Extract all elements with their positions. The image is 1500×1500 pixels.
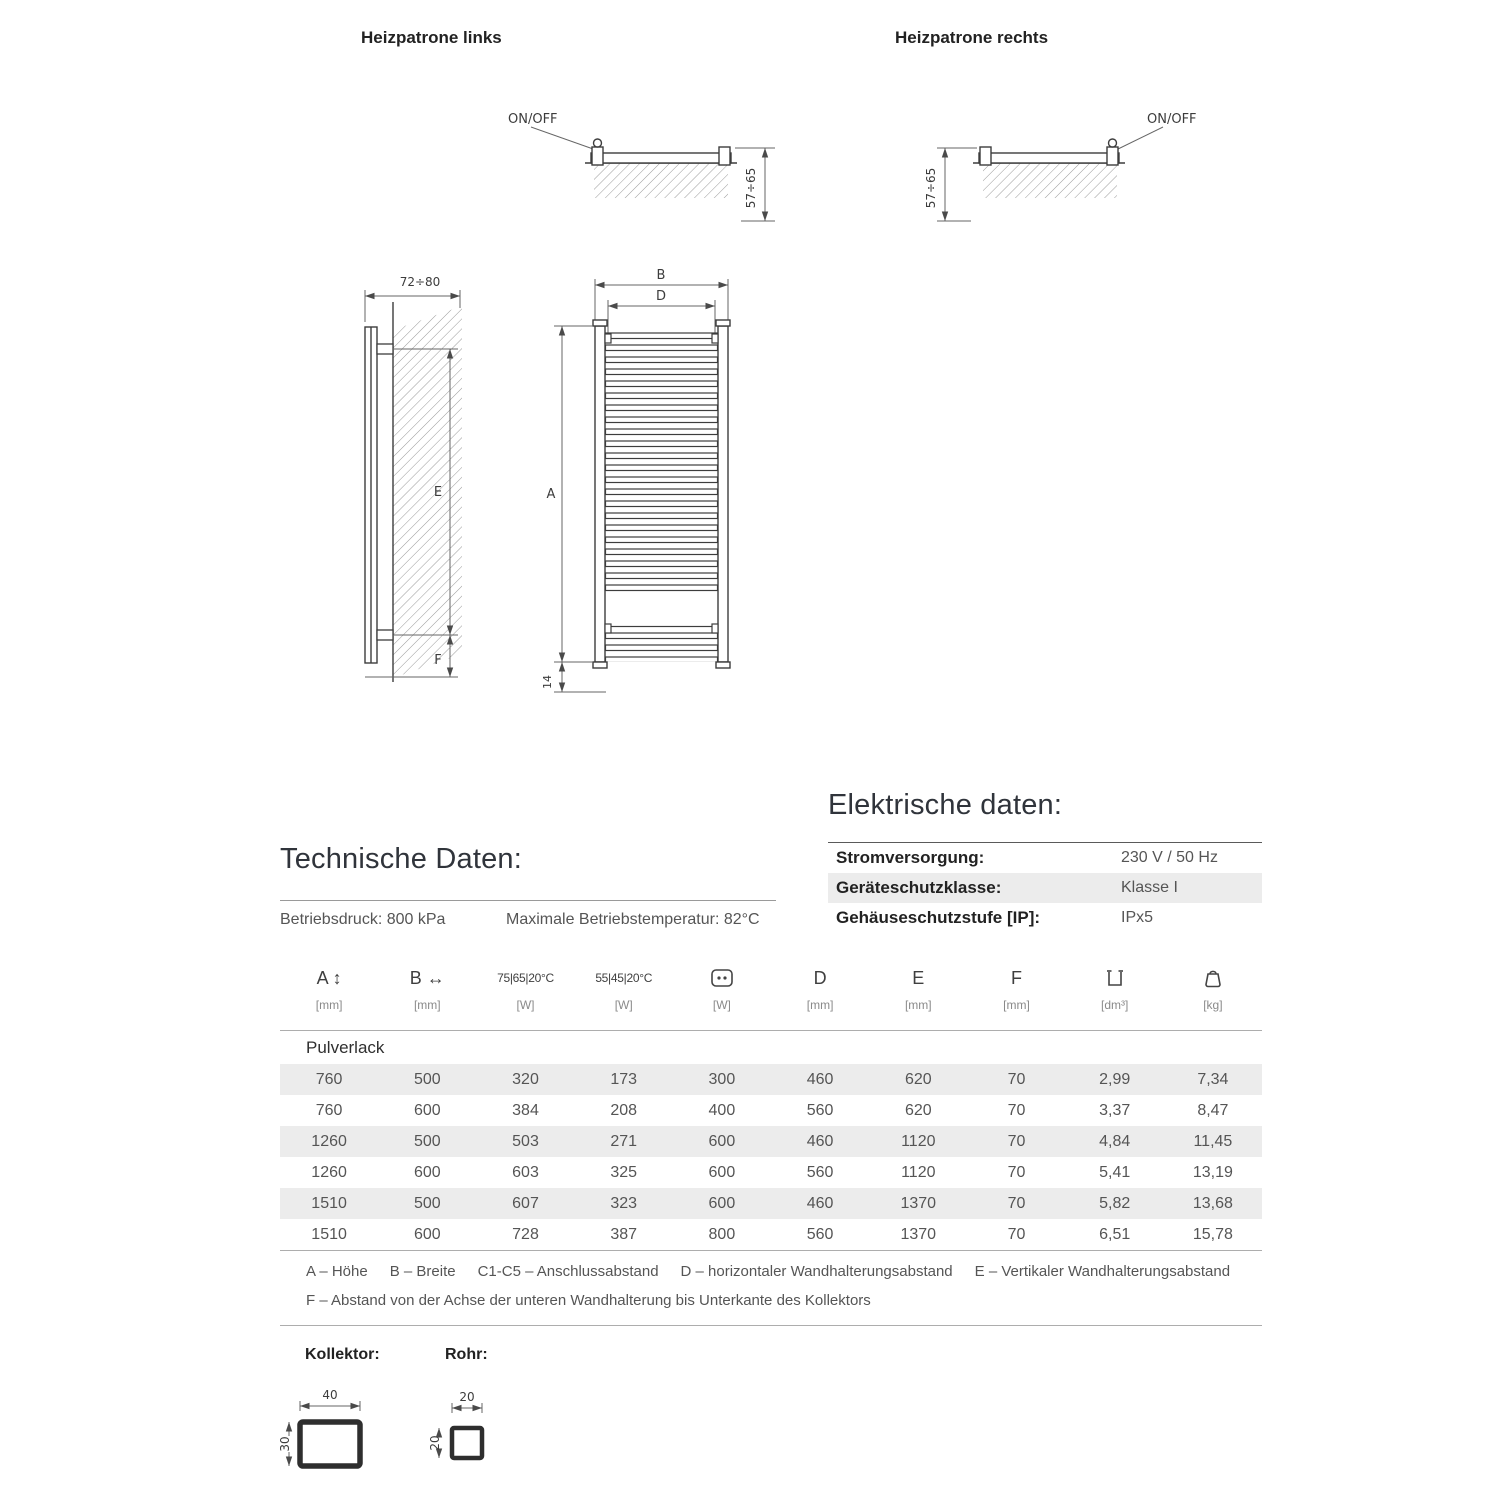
kollektor-drawing: [277, 1380, 387, 1492]
table-cell: 620: [904, 1070, 932, 1088]
col-symbol: B ↔: [409, 967, 445, 988]
table-row: [280, 1188, 1262, 1219]
onoff-label: ON/OFF: [1147, 112, 1197, 127]
height-dimension: [554, 326, 593, 662]
max-temperature: Maximale Betriebstemperatur: 82°C: [506, 911, 760, 928]
col-unit: [kg]: [1203, 998, 1223, 1012]
table-cell: 607: [512, 1194, 539, 1212]
socket-icon: [711, 969, 733, 987]
col-header-volume: [1066, 964, 1164, 1012]
table-cell: 325: [610, 1163, 638, 1181]
onoff-leader-line: [531, 127, 596, 150]
col-unit: [mm]: [806, 998, 834, 1012]
table-row: [280, 1157, 1262, 1188]
table-cell: 173: [610, 1070, 638, 1088]
table-cell: 600: [708, 1163, 736, 1181]
legend-item: A – Höhe: [306, 1263, 368, 1280]
table-cell: 1120: [901, 1132, 936, 1150]
wall-hatch: [973, 163, 1125, 198]
table-cell: 600: [708, 1194, 736, 1212]
legend-item: E – Vertikaler Wandhalterungsabstand: [974, 1263, 1231, 1280]
legend-line-2: F – Abstand von der Achse der unteren Wandhalterung bis Unterkante des Kollektors: [306, 1292, 871, 1309]
col-symbol: D: [813, 967, 827, 988]
electrical-row-value: Klasse I: [1121, 879, 1178, 896]
kollektor-profile: [300, 1422, 360, 1466]
table-cell: 70: [1007, 1070, 1026, 1088]
electrical-row-label: Gehäuseschutzstufe [IP]:: [836, 908, 1041, 927]
col-symbol: 55|45|20°C: [595, 971, 653, 985]
depth-dimension: [937, 148, 977, 221]
table-cell: 320: [512, 1070, 539, 1088]
rohr-label: Rohr:: [445, 1346, 488, 1363]
table-group-label: Pulverlack: [306, 1037, 385, 1057]
kollektor-width-dimension: [300, 1401, 360, 1411]
rohr-drawing: [424, 1380, 509, 1492]
wall-brackets: [377, 344, 393, 640]
table-cell: 1260: [311, 1132, 347, 1150]
electrical-row-value: 230 V / 50 Hz: [1121, 849, 1218, 866]
table-cell: 70: [1007, 1225, 1026, 1243]
table-cell: 7,34: [1197, 1070, 1229, 1088]
table-row: [280, 1126, 1262, 1157]
col-unit: [W]: [712, 998, 731, 1012]
table-cell: 1510: [311, 1194, 347, 1212]
radiator-side-profile: [365, 327, 377, 663]
table-cell: 460: [806, 1194, 834, 1212]
heizpatrone-rechts-drawing: [915, 100, 1215, 240]
bottom-offset-dim-label: F: [434, 653, 442, 668]
table-cell: 760: [315, 1070, 343, 1088]
table-cell: 1370: [900, 1194, 937, 1212]
electrical-row: [828, 843, 1262, 873]
radiator-top-view: [979, 139, 1119, 165]
col-unit: [mm]: [315, 998, 343, 1012]
drawing-title-left: Heizpatrone links: [361, 28, 502, 47]
table-cell: 560: [806, 1163, 834, 1181]
bottom-dim-label: 14: [541, 675, 554, 689]
table-cell: 387: [610, 1225, 638, 1243]
table-cell: 600: [413, 1225, 441, 1243]
table-cell: 271: [610, 1132, 638, 1150]
legend-item: C1-C5 – Anschlussabstand: [477, 1263, 659, 1280]
col-header-height: [280, 964, 378, 1012]
weight-icon: [1204, 968, 1222, 988]
depth-dim-label: 57÷65: [924, 167, 938, 209]
technical-data-title: Technische Daten:: [280, 843, 522, 875]
rohr-height-dim-label: 20: [428, 1435, 442, 1451]
table-cell: 760: [315, 1101, 343, 1119]
table-cell: 728: [512, 1225, 539, 1243]
table-cell: 70: [1007, 1101, 1026, 1119]
table-cell: 4,84: [1099, 1132, 1131, 1150]
bracket-horizontal-dim-label: D: [655, 289, 667, 304]
col-symbol: A ↕: [316, 967, 342, 988]
table-cell: 460: [806, 1132, 834, 1150]
rohr-profile: [452, 1428, 482, 1458]
kollektor-height-dim-label: 30: [278, 1436, 292, 1452]
col-header-e: [869, 964, 967, 1012]
bracket-vertical-dim-label: E: [433, 485, 443, 500]
col-unit: [W]: [516, 998, 535, 1012]
table-cell: 6,51: [1099, 1225, 1131, 1243]
table-cell: 384: [512, 1101, 539, 1119]
legend-line-1: [306, 1263, 1236, 1280]
table-cell: 460: [806, 1070, 834, 1088]
col-header-d: [771, 964, 869, 1012]
col-symbol: E: [912, 967, 925, 988]
table-row: [280, 1219, 1262, 1250]
table-cell: 1120: [901, 1163, 936, 1181]
table-cell: 600: [708, 1132, 736, 1150]
col-unit: [dm³]: [1101, 998, 1129, 1012]
electrical-row: [828, 873, 1262, 903]
electrical-row-label: Geräteschutzklasse:: [836, 878, 1002, 897]
table-cell: 620: [904, 1101, 932, 1119]
table-cell: 300: [708, 1070, 736, 1088]
table-cell: 400: [708, 1101, 736, 1119]
product-data-table: [280, 950, 1262, 1326]
height-dim-label: A: [546, 487, 556, 502]
legend-item: B – Breite: [389, 1263, 456, 1280]
electrical-data-table: [828, 842, 1262, 933]
table-cell: 8,47: [1197, 1101, 1229, 1119]
rohr-width-dimension: [452, 1403, 482, 1413]
table-cell: 1370: [900, 1225, 937, 1243]
kollektor-width-dim-label: 40: [322, 1388, 338, 1402]
table-row: [280, 1095, 1262, 1126]
table-legend: [280, 1250, 1262, 1326]
table-cell: 208: [610, 1101, 638, 1119]
electrical-row-value: IPx5: [1121, 909, 1154, 926]
table-cell: 3,37: [1099, 1101, 1131, 1119]
col-unit: [W]: [614, 998, 633, 1012]
col-unit: [mm]: [413, 998, 441, 1012]
col-symbol: F: [1010, 967, 1022, 988]
volume-icon: [1107, 969, 1123, 987]
technical-data-section: [280, 842, 776, 929]
table-cell: 1510: [311, 1225, 347, 1243]
table-cell: 503: [512, 1132, 539, 1150]
table-header-row: [280, 950, 1262, 1030]
heizpatrone-links-drawing: [495, 100, 795, 240]
col-unit: [mm]: [1003, 998, 1030, 1012]
front-view-drawing: [540, 268, 790, 713]
legend-item: D – horizontaler Wandhalterungsabstand: [680, 1263, 953, 1280]
table-cell: 1260: [311, 1163, 347, 1181]
table-cell: 5,82: [1099, 1194, 1131, 1212]
col-header-power-75: [476, 964, 574, 1012]
onoff-leader-line: [1116, 127, 1163, 150]
table-cell: 500: [413, 1070, 441, 1088]
electrical-row-label: Stromversorgung:: [836, 848, 985, 867]
table-cell: 13,68: [1192, 1194, 1233, 1212]
table-cell: 70: [1007, 1163, 1026, 1181]
col-symbol: 75|65|20°C: [497, 971, 554, 985]
col-header-electric-power: [673, 964, 771, 1012]
drawing-title-right: Heizpatrone rechts: [895, 28, 1049, 47]
table-cell: 560: [806, 1101, 834, 1119]
table-cell: 800: [708, 1225, 736, 1243]
table-group-row: [280, 1030, 1262, 1064]
table-cell: 70: [1007, 1132, 1026, 1150]
table-cell: 560: [806, 1225, 834, 1243]
wall-hatch: [393, 306, 462, 678]
onoff-label: ON/OFF: [508, 112, 558, 127]
electrical-row: [828, 903, 1262, 933]
table-cell: 603: [512, 1163, 539, 1181]
rohr-width-dim-label: 20: [459, 1390, 475, 1404]
depth-dim-label: 57÷65: [744, 167, 758, 209]
operating-pressure: Betriebsdruck: 800 kPa: [280, 911, 446, 928]
technical-data-row: [280, 900, 776, 929]
table-cell: 5,41: [1099, 1163, 1131, 1181]
table-cell: 70: [1007, 1194, 1026, 1212]
table-cell: 11,45: [1193, 1132, 1233, 1150]
table-cell: 13,19: [1192, 1163, 1233, 1181]
table-cell: 600: [413, 1163, 441, 1181]
table-cell: 15,78: [1192, 1225, 1233, 1243]
width-dim-label: B: [656, 268, 666, 283]
table-cell: 2,99: [1099, 1070, 1131, 1088]
electrical-data-title: Elektrische daten:: [828, 789, 1063, 821]
col-header-power-55: [575, 964, 673, 1012]
col-header-weight: [1164, 964, 1262, 1012]
radiator-rungs: [605, 330, 718, 662]
wall-hatch: [585, 163, 737, 198]
table-cell: 323: [610, 1194, 638, 1212]
col-header-width: [378, 964, 476, 1012]
kollektor-label: Kollektor:: [305, 1346, 380, 1363]
col-header-f: [967, 964, 1065, 1012]
electrical-data-section: [828, 788, 1262, 933]
table-cell: 500: [413, 1194, 441, 1212]
radiator-top-view: [591, 139, 731, 165]
col-unit: [mm]: [904, 998, 932, 1012]
wall-distance-dim-label: 72÷80: [399, 275, 441, 289]
table-row: [280, 1064, 1262, 1095]
side-view-drawing: [350, 272, 480, 712]
table-cell: 600: [413, 1101, 441, 1119]
table-cell: 500: [413, 1132, 441, 1150]
